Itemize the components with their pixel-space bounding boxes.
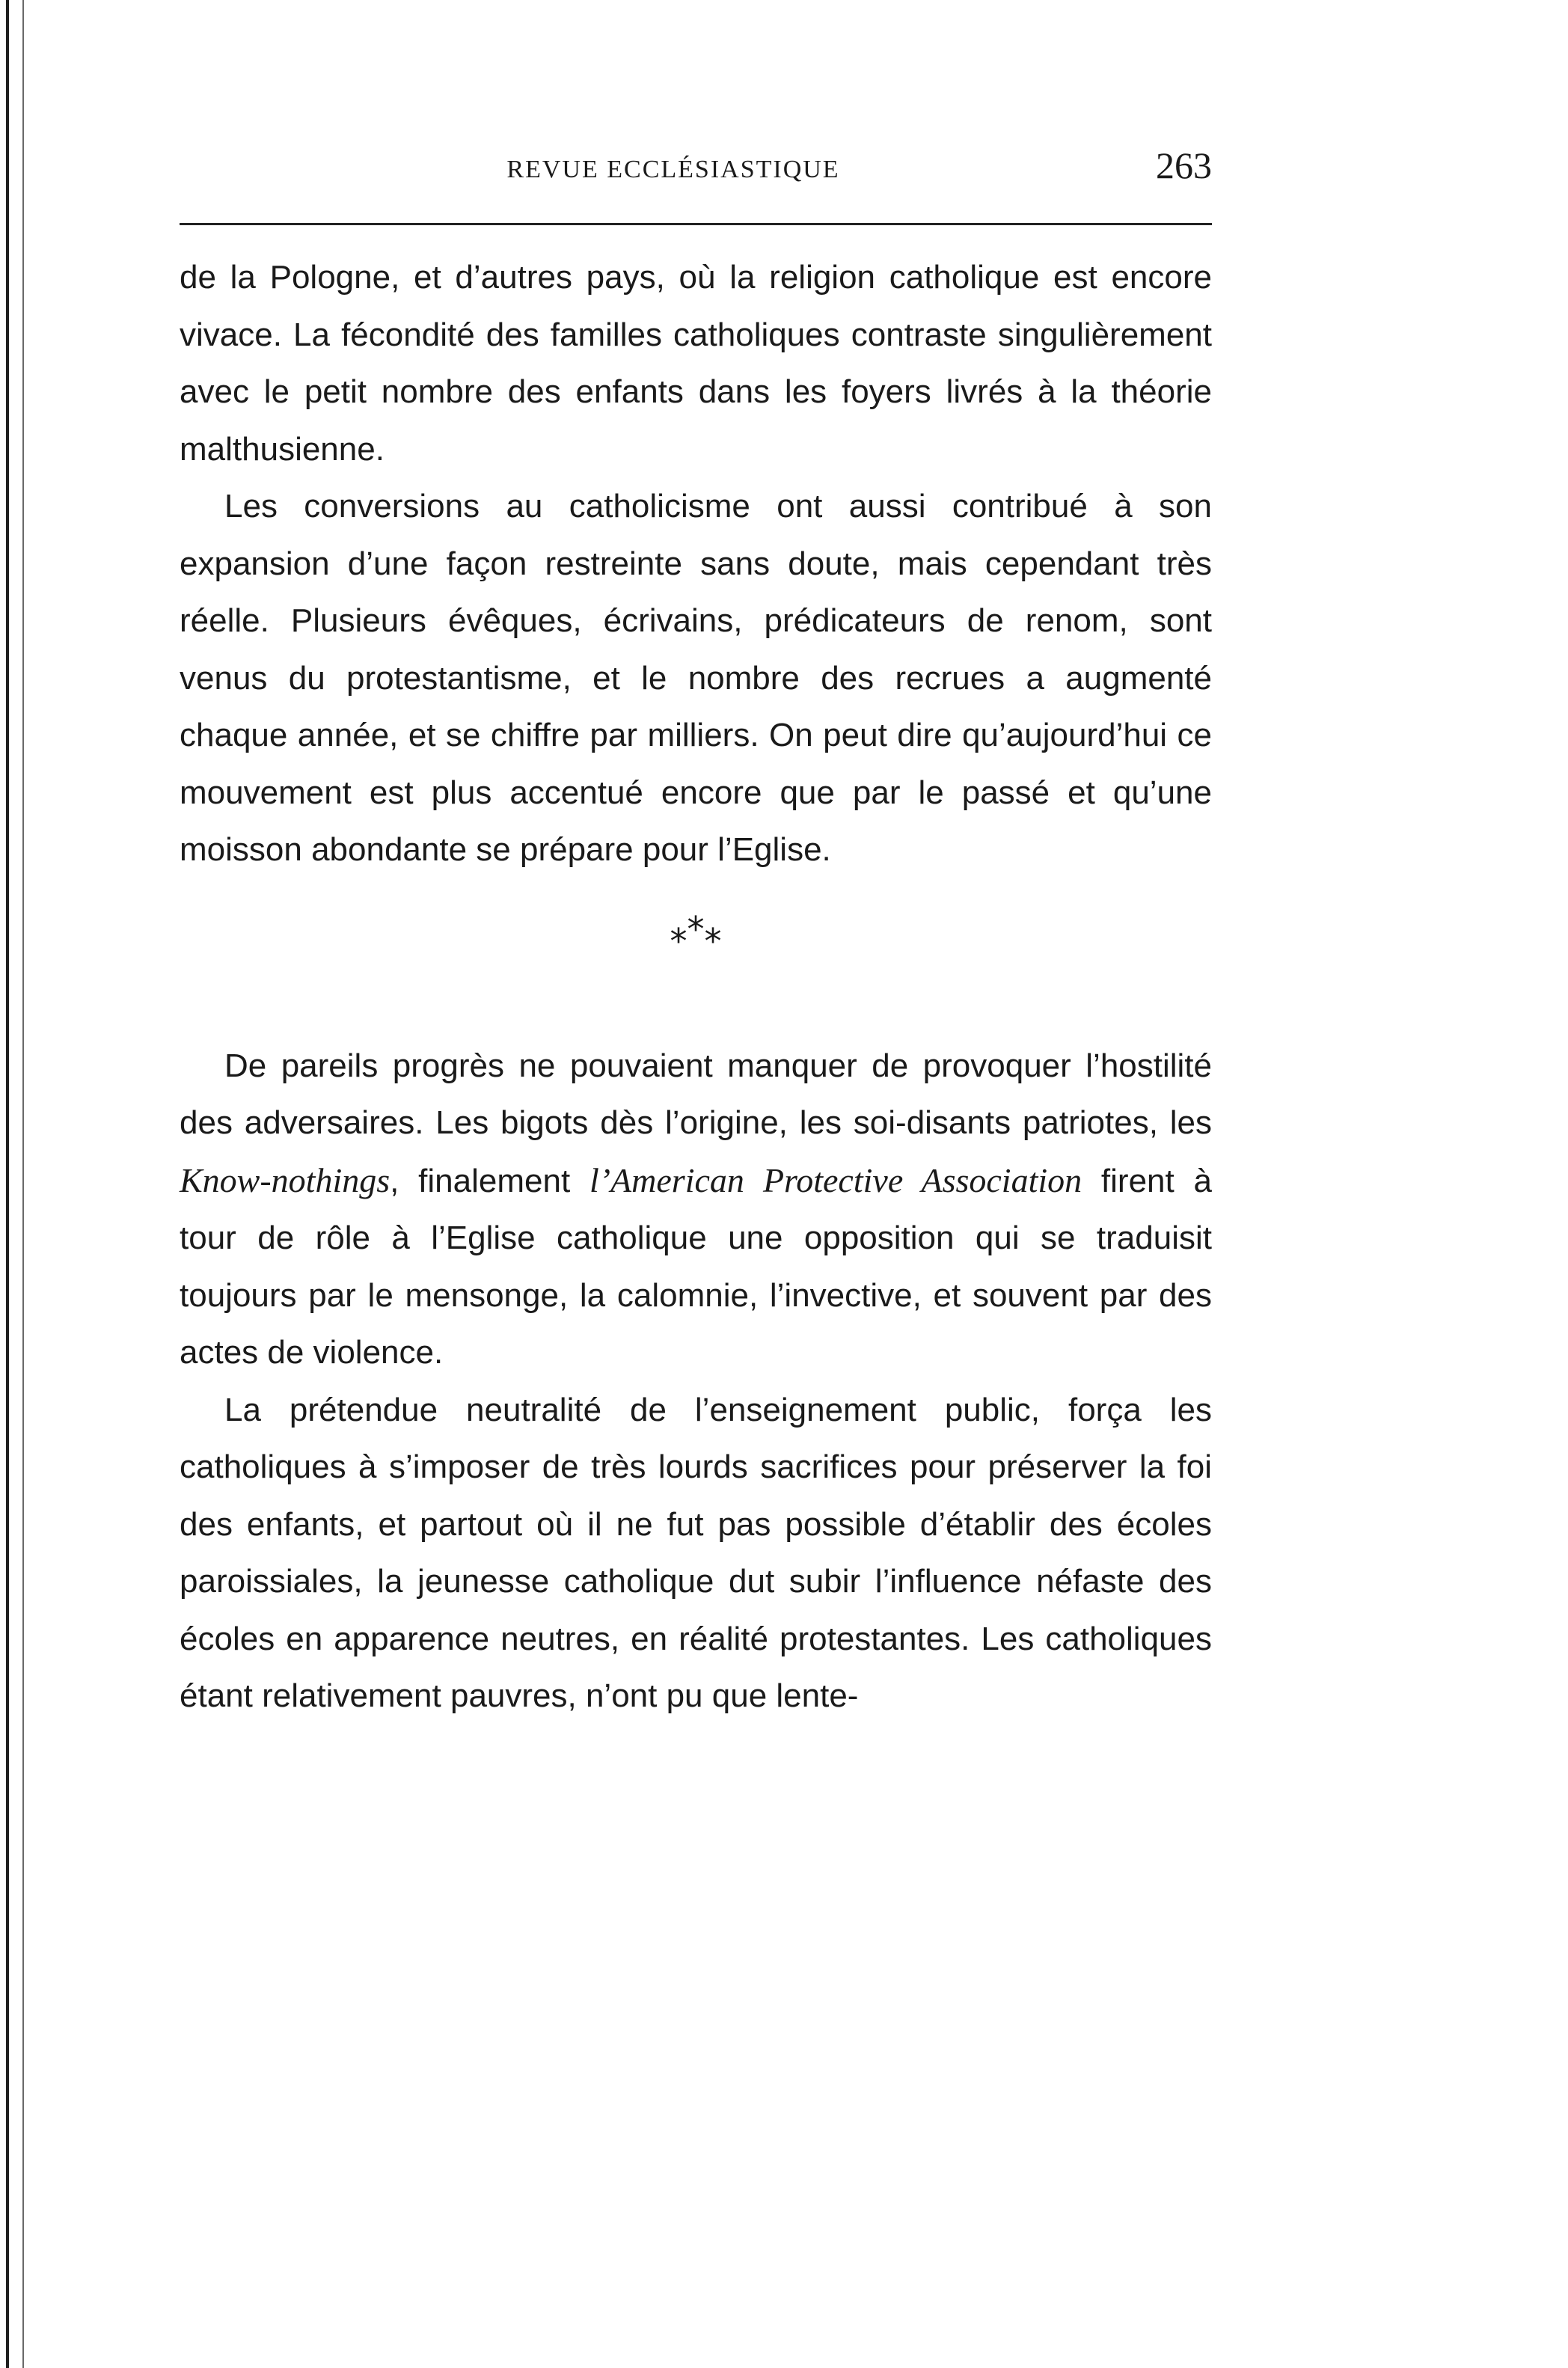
header-rule: [180, 223, 1212, 225]
binding-edge: [6, 0, 9, 2368]
page: [180, 142, 1212, 1725]
body-text: [180, 249, 1212, 1725]
running-title: REVUE ECCLÉSIASTIQUE: [506, 156, 840, 183]
know-nothings-italic: Know-nothings: [180, 1160, 391, 1199]
asterism-left: *: [670, 920, 687, 961]
american-protective-association-italic: l’American Protective Association: [589, 1160, 1082, 1199]
paragraph-2: Les conversions au catholicisme ont aussi contribué à son expansion d’une façon restreinte sans doute, mais cependant très réelle. Plusieurs évêques, écrivains, prédicateurs de renom, sont venus du protestantisme, et le nombre des recrues a augmenté chaque année, et se chiffre par milliers. On peut dire qu’aujourd’hui ce mouvement est plus accentué encore que par le passé et qu’une moisson abondante se prépare pour l’Eglise.: [180, 488, 1212, 868]
paragraph-3: [180, 1038, 1212, 1382]
asterism-section-break: [180, 879, 1212, 1014]
binding-edge-inner: [22, 0, 24, 2368]
paragraph-3-part-3: firent à tour de rôle à l’Eglise catholique une opposition qui se traduisit toujours par le mensonge, la calomnie, l’invective, et souvent par des actes de violence.: [180, 1162, 1212, 1371]
page-number: 263: [1156, 144, 1212, 186]
asterism-top: *: [687, 908, 705, 949]
paragraph-3-part-2: , finalement: [390, 1162, 589, 1199]
running-head: [180, 142, 1212, 187]
asterism-right: *: [704, 920, 722, 961]
paragraph-4: La prétendue neutralité de l’enseignement public, força les catholiques à s’imposer de très lourds sacrifices pour préserver la foi des enfants, et partout où il ne fut pas possible d’établir des écoles paroissiales, la jeunesse catholique dut subir l’influence néfaste des écoles en apparence neutres, en réalité protestantes. Les catholiques étant relativement pauvres, n’ont pu que lente-: [180, 1391, 1212, 1714]
paragraph-1: de la Pologne, et d’autres pays, où la religion catholique est encore vivace. La fécondité des familles catholiques contraste singulièrement avec le petit nombre des enfants dans les foyers livrés à la théorie malthusienne.: [180, 259, 1212, 468]
paragraph-3-part-1: De pareils progrès ne pouvaient manquer de provoquer l’hostilité des adversaires. Les bigots dès l’origine, les soi-disants patriotes, les: [180, 1047, 1212, 1141]
